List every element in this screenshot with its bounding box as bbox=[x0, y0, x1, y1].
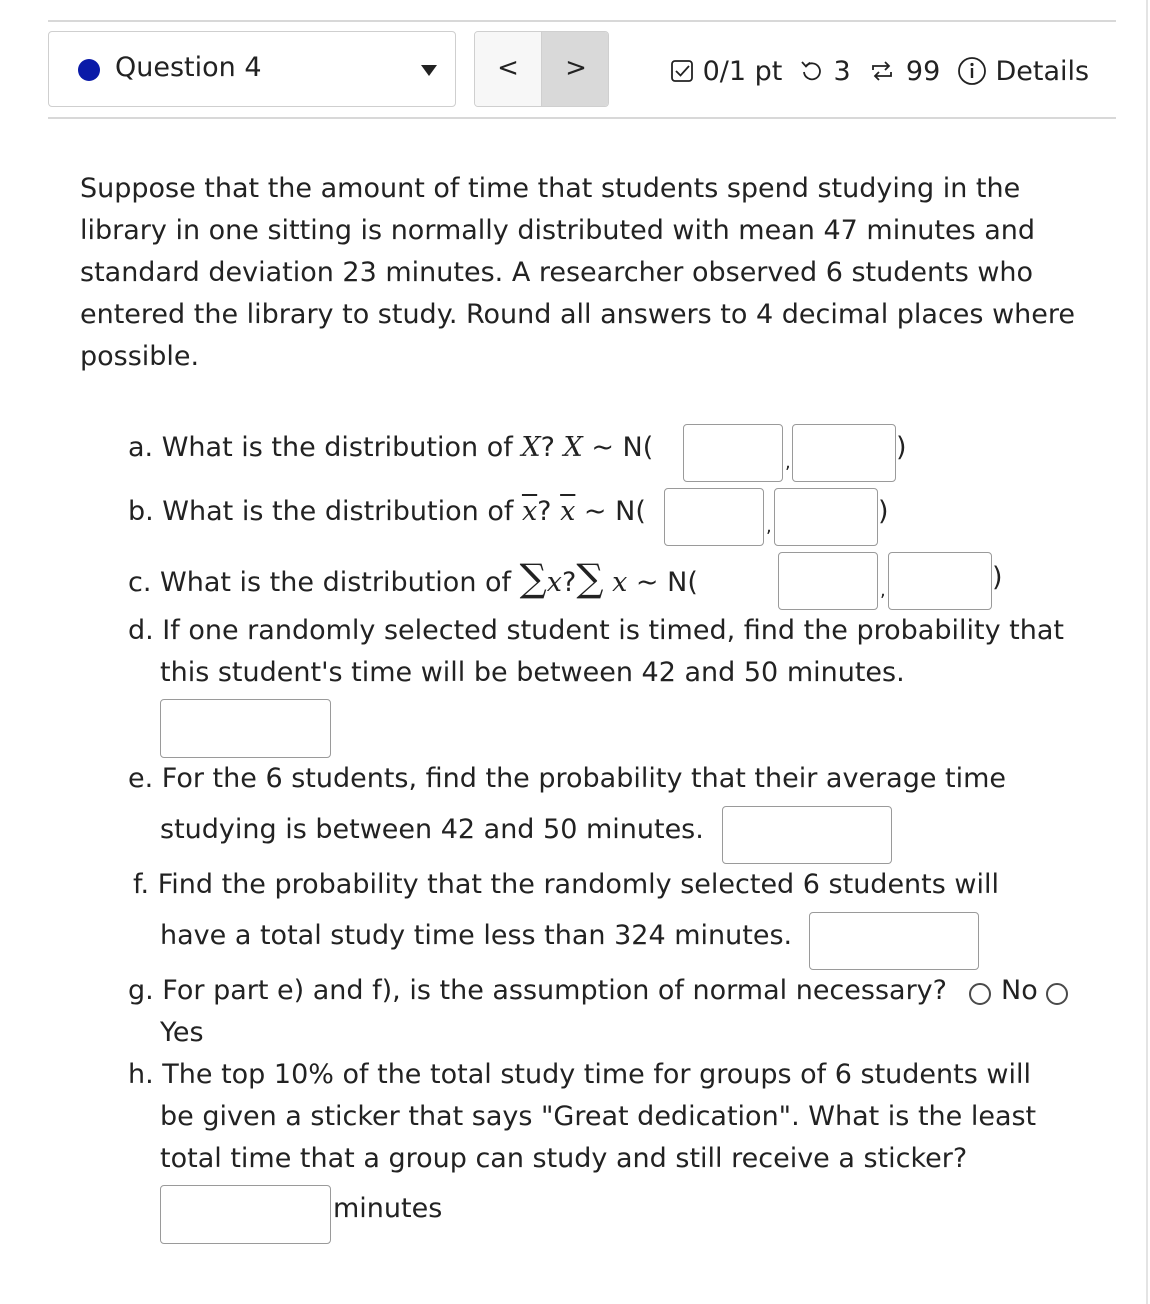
part-a-sd-input[interactable] bbox=[792, 424, 896, 482]
part-a-question bbox=[128, 432, 653, 463]
part-h-unit: minutes bbox=[333, 1193, 443, 1224]
part-b-var: $\overline{x}$ bbox=[521, 496, 538, 527]
part-a-prefix: a. What is the distribution of bbox=[128, 432, 522, 463]
top-divider bbox=[48, 20, 1116, 22]
part-c-var2: x bbox=[612, 567, 628, 598]
part-c-question bbox=[128, 556, 698, 600]
part-h-line1: h. The top 10% of the total study time for groups of 6 students will bbox=[128, 1059, 1031, 1090]
part-b-question bbox=[128, 496, 646, 527]
previous-question-button[interactable]: < bbox=[475, 32, 542, 106]
question-status-dot bbox=[78, 59, 100, 81]
header-divider bbox=[48, 117, 1116, 119]
part-b-qmark: ? bbox=[537, 496, 552, 527]
part-a-var2: X bbox=[563, 432, 583, 463]
caret-down-icon bbox=[421, 65, 437, 76]
part-c-prefix: c. What is the distribution of bbox=[128, 567, 520, 598]
submissions-icon bbox=[867, 58, 897, 84]
radio-no[interactable] bbox=[969, 983, 991, 1005]
part-a-mean-input[interactable] bbox=[683, 424, 783, 482]
part-c-separator: , bbox=[880, 580, 886, 601]
question-select[interactable] bbox=[48, 31, 456, 107]
page-edge bbox=[1146, 0, 1148, 1304]
part-c-var: x bbox=[546, 567, 563, 598]
part-h-line2: be given a sticker that says "Great dedication". What is the least bbox=[160, 1101, 1037, 1132]
option-no-label: No bbox=[1001, 975, 1038, 1006]
sum-icon-2: ∑ bbox=[576, 556, 604, 600]
part-f-line1: f. Find the probability that the randomly selected 6 students will bbox=[133, 869, 999, 900]
question-nav bbox=[474, 31, 609, 107]
part-e-line1: e. For the 6 students, find the probability that their average time bbox=[128, 763, 1007, 794]
part-b-close: ) bbox=[878, 496, 889, 527]
part-h-line3: total time that a group can study and still receive a sticker? bbox=[160, 1143, 968, 1174]
part-b-tilde: ~ N( bbox=[575, 496, 646, 527]
problem-text: Suppose that the amount of time that students spend studying in the library in one sitting is normally distributed with mean 47 minutes and standard deviation 23 minutes. A researcher observed 6 students who entered the library to study. Round all answers to 4 decimal places where possible. bbox=[80, 173, 1075, 372]
submissions-text: 99 bbox=[905, 56, 941, 87]
part-b-var2: $\overline{x}$ bbox=[560, 496, 576, 527]
option-yes-label: Yes bbox=[160, 1017, 204, 1048]
part-c-mean-input[interactable] bbox=[778, 552, 878, 610]
part-d-line1: d. If one randomly selected student is timed, find the probability that bbox=[128, 615, 1064, 646]
checkbox-icon bbox=[670, 59, 694, 83]
part-e-line2: studying is between 42 and 50 minutes. bbox=[160, 814, 704, 845]
part-g-line1: g. For part e) and f), is the assumption of normal necessary? bbox=[128, 975, 947, 1006]
part-c-qmark: ? bbox=[562, 567, 577, 598]
part-b-sd-input[interactable] bbox=[774, 488, 878, 546]
details-link[interactable] bbox=[957, 56, 1089, 87]
question-label: Question 4 bbox=[115, 52, 262, 83]
part-d-answer-input[interactable] bbox=[160, 699, 331, 758]
part-c-sd-input[interactable] bbox=[888, 552, 992, 610]
details-label: Details bbox=[995, 56, 1090, 87]
next-question-button[interactable]: > bbox=[542, 32, 609, 106]
points-text: 0/1 pt bbox=[702, 56, 783, 87]
part-a-qmark: ? bbox=[540, 432, 555, 463]
part-c-tilde: ~ N( bbox=[627, 567, 698, 598]
part-b-separator: , bbox=[766, 516, 772, 537]
part-h-answer-input[interactable] bbox=[160, 1185, 331, 1244]
part-a-close: ) bbox=[896, 432, 907, 463]
part-b-prefix: b. What is the distribution of bbox=[128, 496, 522, 527]
retry-icon bbox=[799, 58, 825, 84]
part-b-mean-input[interactable] bbox=[664, 488, 764, 546]
sum-icon: ∑ bbox=[519, 556, 547, 600]
retries-text: 3 bbox=[833, 56, 851, 87]
part-a-separator: , bbox=[785, 452, 791, 473]
part-e-answer-input[interactable] bbox=[722, 806, 892, 864]
radio-yes[interactable] bbox=[1046, 983, 1068, 1005]
info-icon bbox=[957, 56, 987, 86]
meta-bar bbox=[670, 54, 1089, 90]
part-c-close: ) bbox=[992, 562, 1003, 593]
part-a-tilde: ~ N( bbox=[582, 432, 654, 463]
part-f-line2: have a total study time less than 324 minutes. bbox=[160, 920, 793, 951]
part-f-answer-input[interactable] bbox=[809, 912, 979, 970]
part-d-line2: this student's time will be between 42 and 50 minutes. bbox=[160, 657, 905, 688]
part-a-var: X bbox=[521, 432, 541, 463]
